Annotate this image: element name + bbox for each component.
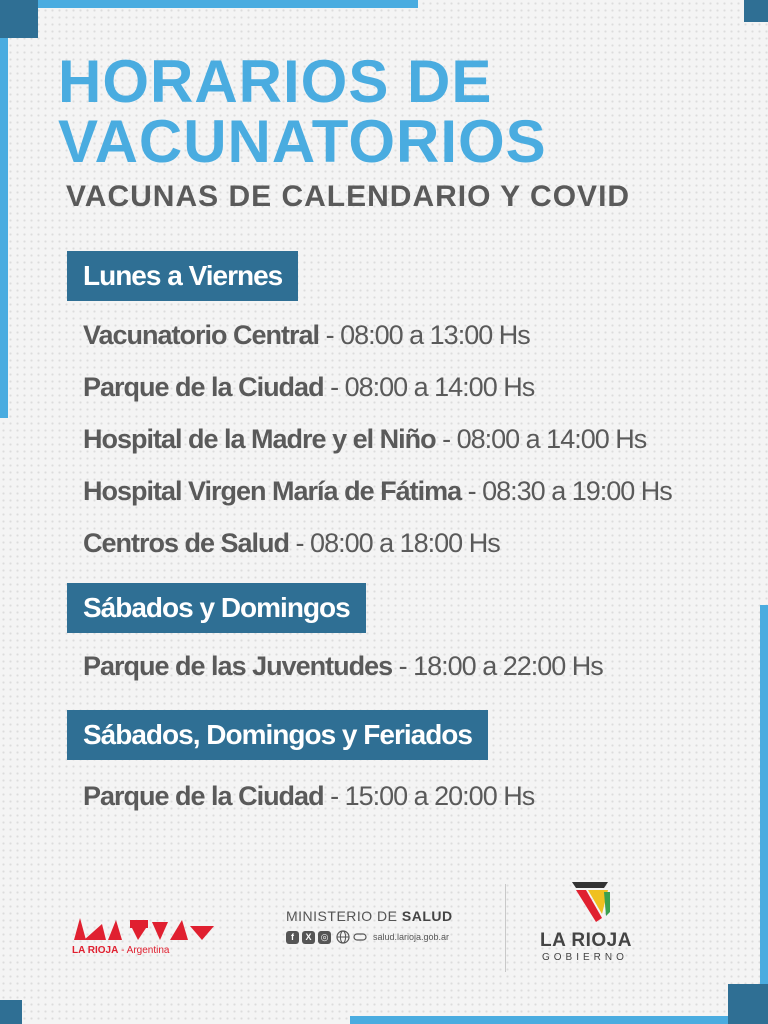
- page-title: [58, 48, 547, 175]
- schedule-item: [83, 424, 646, 455]
- schedule-item: [83, 320, 530, 351]
- gobierno-logo: [540, 878, 650, 963]
- schedule-time: 08:00 a 14:00 Hs: [344, 372, 535, 402]
- schedule-place: Parque de las Juventudes: [83, 651, 393, 681]
- top-right-corner-square: [744, 0, 768, 22]
- schedule-place: Hospital Virgen María de Fátima: [83, 476, 462, 506]
- bottom-right-corner-square: [728, 984, 768, 1024]
- la-rioja-logo-text: [72, 945, 169, 956]
- ministry-block: [286, 908, 486, 944]
- schedule-place: Centros de Salud: [83, 528, 290, 558]
- schedule-time: 18:00 a 22:00 Hs: [413, 651, 603, 681]
- schedule-item: [83, 651, 603, 682]
- schedule-separator: -: [323, 781, 345, 811]
- bottom-left-corner-square: [0, 1000, 22, 1024]
- x-icon[interactable]: X: [302, 931, 315, 944]
- schedule-place: Hospital de la Madre y el Niño: [83, 424, 436, 454]
- schedule-place: Parque de la Ciudad: [83, 781, 324, 811]
- schedule-separator: -: [461, 476, 483, 506]
- title-line-1: HORARIOS DE: [58, 48, 493, 115]
- gobierno-emblem-icon: [568, 878, 612, 926]
- schedule-separator: -: [323, 372, 345, 402]
- instagram-icon[interactable]: ◎: [318, 931, 331, 944]
- schedule-place: Vacunatorio Central: [83, 320, 320, 350]
- la-rioja-logo-mark-icon: [72, 912, 217, 944]
- schedule-time: 08:00 a 13:00 Hs: [340, 320, 530, 350]
- gobierno-sub: GOBIERNO: [542, 952, 628, 963]
- schedule-time: 08:00 a 18:00 Hs: [310, 528, 500, 558]
- top-left-corner-square: [0, 0, 38, 38]
- la-rioja-logo-sub: - Argentina: [118, 945, 170, 956]
- la-rioja-logo-name: LA RIOJA: [72, 945, 119, 956]
- facebook-icon[interactable]: f: [286, 931, 299, 944]
- schedule-item: [83, 372, 534, 403]
- schedule-item: [83, 781, 534, 812]
- schedule-place: Parque de la Ciudad: [83, 372, 324, 402]
- website-link[interactable]: salud.larioja.gob.ar: [373, 932, 450, 942]
- top-accent-bar: [38, 0, 418, 8]
- ministry-prefix: MINISTERIO DE: [286, 908, 402, 924]
- footer: [0, 870, 768, 980]
- globe-icon: [336, 930, 350, 944]
- page-subtitle: VACUNAS DE CALENDARIO Y COVID: [66, 180, 631, 213]
- title-line-2: VACUNATORIOS: [58, 108, 547, 175]
- schedule-separator: -: [319, 320, 341, 350]
- section-label-weekdays: Lunes a Viernes: [67, 251, 298, 301]
- schedule-item: [83, 476, 672, 507]
- section-label-weekend: Sábados y Domingos: [67, 583, 366, 633]
- footer-divider: [505, 884, 506, 972]
- ministry-name: [286, 908, 486, 924]
- left-accent-bar: [0, 38, 8, 418]
- ministry-strong: SALUD: [401, 908, 453, 924]
- gobierno-name: LA RIOJA: [540, 930, 632, 951]
- bottom-accent-bar: [350, 1016, 728, 1024]
- section-label-holidays: Sábados, Domingos y Feriados: [67, 710, 488, 760]
- schedule-item: [83, 528, 500, 559]
- cursor-link-icon: [353, 932, 367, 942]
- schedule-time: 08:30 a 19:00 Hs: [482, 476, 672, 506]
- schedule-time: 08:00 a 14:00 Hs: [456, 424, 647, 454]
- schedule-separator: -: [435, 424, 457, 454]
- schedule-separator: -: [289, 528, 311, 558]
- schedule-time: 15:00 a 20:00 Hs: [344, 781, 535, 811]
- schedule-separator: -: [392, 651, 414, 681]
- social-row: [286, 930, 486, 944]
- la-rioja-argentina-logo: [72, 912, 217, 982]
